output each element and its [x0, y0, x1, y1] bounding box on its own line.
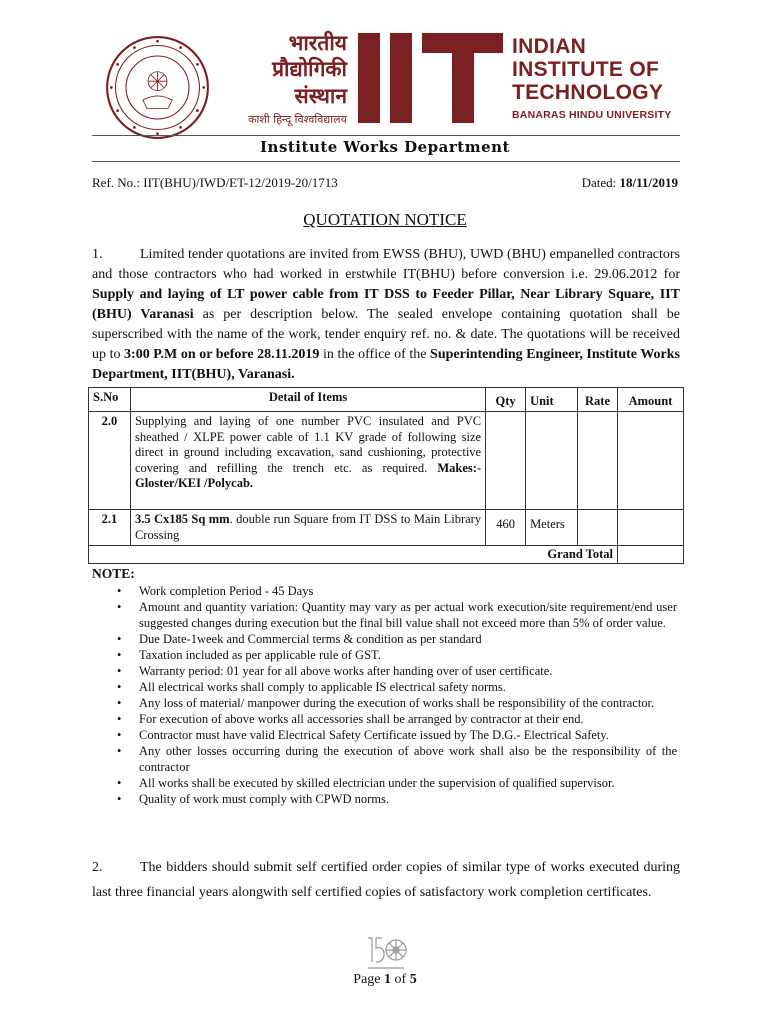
paragraph-2-number: 2.	[92, 860, 103, 875]
header-unit: Unit	[526, 388, 578, 412]
row-detail	[130, 510, 485, 546]
list-item: • Amount and quantity variation: Quantity may vary as per actual work execution/site requirement/end user suggested changes during execution but the final bill value shall not exceed more than 5% of order value.	[117, 599, 677, 631]
list-item: • Warranty period: 01 year for all above works after handing over of user certificate.	[117, 663, 677, 679]
english-line-1: INDIAN	[512, 35, 587, 58]
english-line-2: INSTITUTE OF	[512, 58, 660, 81]
date-value: 18/11/2019	[619, 175, 678, 190]
paragraph-2	[92, 855, 680, 905]
row-unit: Meters	[526, 510, 578, 546]
deadline: 3:00 P.M on or before 28.11.2019	[124, 347, 320, 362]
items-table	[88, 387, 684, 564]
paragraph-1	[92, 245, 680, 385]
row-detail	[130, 412, 485, 510]
table-header-row	[89, 388, 684, 412]
grand-total-value	[618, 546, 684, 564]
paragraph-1-text-a: Limited tender quotations are invited from EWSS (BHU), UWD (BHU) empanelled contractors and those contractors who had worked in erstwhile IT(BHU) before conversion i.e. 29.06.2012 for	[92, 247, 680, 282]
page-separator: of	[391, 972, 410, 987]
header-rule-bottom	[92, 161, 680, 162]
header-rule-top	[92, 135, 680, 136]
list-item: • Any other losses occurring during the execution of above work shall also be the responsibility of the contractor	[117, 743, 677, 775]
list-item: • All works shall be executed by skilled electrician under the supervision of qualified supervisor.	[117, 775, 677, 791]
row-detail-text: . double run Square from IT DSS to Main Library Crossing	[134, 512, 482, 542]
row-detail-text: Supplying and laying of one number PVC insulated and PVC sheathed / XLPE power cable of 1.1 KV grade of following size direct in ground including excavation, sand cushioning, protective covering and refilling the trench etc. as required.	[134, 414, 482, 475]
reference-number: Ref. No.: IIT(BHU)/IWD/ET-12/2019-20/1713	[92, 175, 338, 190]
hindi-line-2: प्रौद्योगिकी	[272, 57, 347, 82]
english-institute-name	[512, 35, 671, 121]
list-item: • Due Date-1week and Commercial terms & condition as per standard	[117, 631, 677, 647]
cable-size: 3.5 Cx185 Sq mm	[134, 512, 230, 526]
150-years-logo	[362, 932, 410, 974]
row-amount	[618, 510, 684, 546]
row-qty	[486, 412, 526, 510]
list-item: • Taxation included as per applicable rule of GST.	[117, 647, 677, 663]
row-unit	[526, 412, 578, 510]
header-amount: Amount	[618, 388, 684, 412]
iit-logo-mark	[358, 33, 503, 123]
row-rate	[578, 510, 618, 546]
date-label: Dated:	[581, 175, 620, 190]
paragraph-2-text: The bidders should submit self certified order copies of similar type of works executed during last three financial years alongwith self certified copies of satisfactory work completion certificates.	[92, 860, 680, 900]
page-current: 1	[384, 972, 392, 987]
english-subtitle: BANARAS HINDU UNIVERSITY	[512, 109, 672, 121]
work-name: Supply and laying of LT power cable from IT DSS to Feeder Pillar, Near Library Square, IIT (BHU) Varanasi	[92, 287, 680, 322]
grand-total-row	[89, 546, 684, 564]
english-line-3: TECHNOLOGY	[512, 81, 664, 104]
row-sno: 2.1	[89, 510, 131, 546]
note-heading: NOTE:	[92, 566, 135, 581]
hindi-institute-name	[232, 30, 347, 127]
notice-title: QUOTATION NOTICE	[303, 210, 467, 229]
hindi-line-3: संस्थान	[294, 83, 347, 108]
list-item: • Quality of work must comply with CPWD norms.	[117, 791, 677, 807]
institute-seal-logo	[105, 35, 210, 140]
row-amount	[618, 412, 684, 510]
office-address: Superintending Engineer, Institute Works Department, IIT(BHU), Varanasi.	[92, 347, 680, 382]
header-qty: Qty	[486, 388, 526, 412]
table-row	[89, 510, 684, 546]
row-qty: 460	[486, 510, 526, 546]
hindi-line-1: भारतीय	[288, 31, 347, 55]
header-detail: Detail of Items	[130, 388, 485, 412]
page-total: 5	[409, 972, 417, 987]
list-item: • All electrical works shall comply to applicable IS electrical safety norms.	[117, 679, 677, 695]
list-item: • Any loss of material/ manpower during the execution of works shall be responsibility of the contractor.	[117, 695, 677, 711]
date-line	[582, 175, 678, 191]
row-sno: 2.0	[89, 412, 131, 510]
table-row	[89, 412, 684, 510]
hindi-subtitle: काशी हिन्दू विश्वविद्यालय	[248, 112, 347, 126]
page-indicator	[0, 972, 770, 988]
paragraph-1-text-c: in the office of the	[319, 347, 431, 362]
paragraph-1-text-b: as per description below. The sealed envelope containing quotation shall be superscribed with the name of the work, tender enquiry ref. no. & date. The quotations will be received up to	[92, 307, 680, 362]
paragraph-1-number: 1.	[92, 247, 103, 262]
grand-total-label: Grand Total	[89, 546, 618, 564]
header-rate: Rate	[578, 388, 618, 412]
row-makes: Makes:- Gloster/KEI /Polycab.	[134, 460, 482, 490]
header-sno: S.No	[89, 388, 131, 412]
department-title: Institute Works Department	[260, 138, 510, 156]
row-rate	[578, 412, 618, 510]
page-prefix: Page	[353, 972, 385, 987]
list-item: • Contractor must have valid Electrical Safety Certificate issued by The D.G.- Electrical Safety.	[117, 727, 677, 743]
list-item: • For execution of above works all accessories shall be arranged by contractor at their end.	[117, 711, 677, 727]
list-item: • Work completion Period - 45 Days	[117, 583, 677, 599]
notes-list	[117, 583, 677, 807]
